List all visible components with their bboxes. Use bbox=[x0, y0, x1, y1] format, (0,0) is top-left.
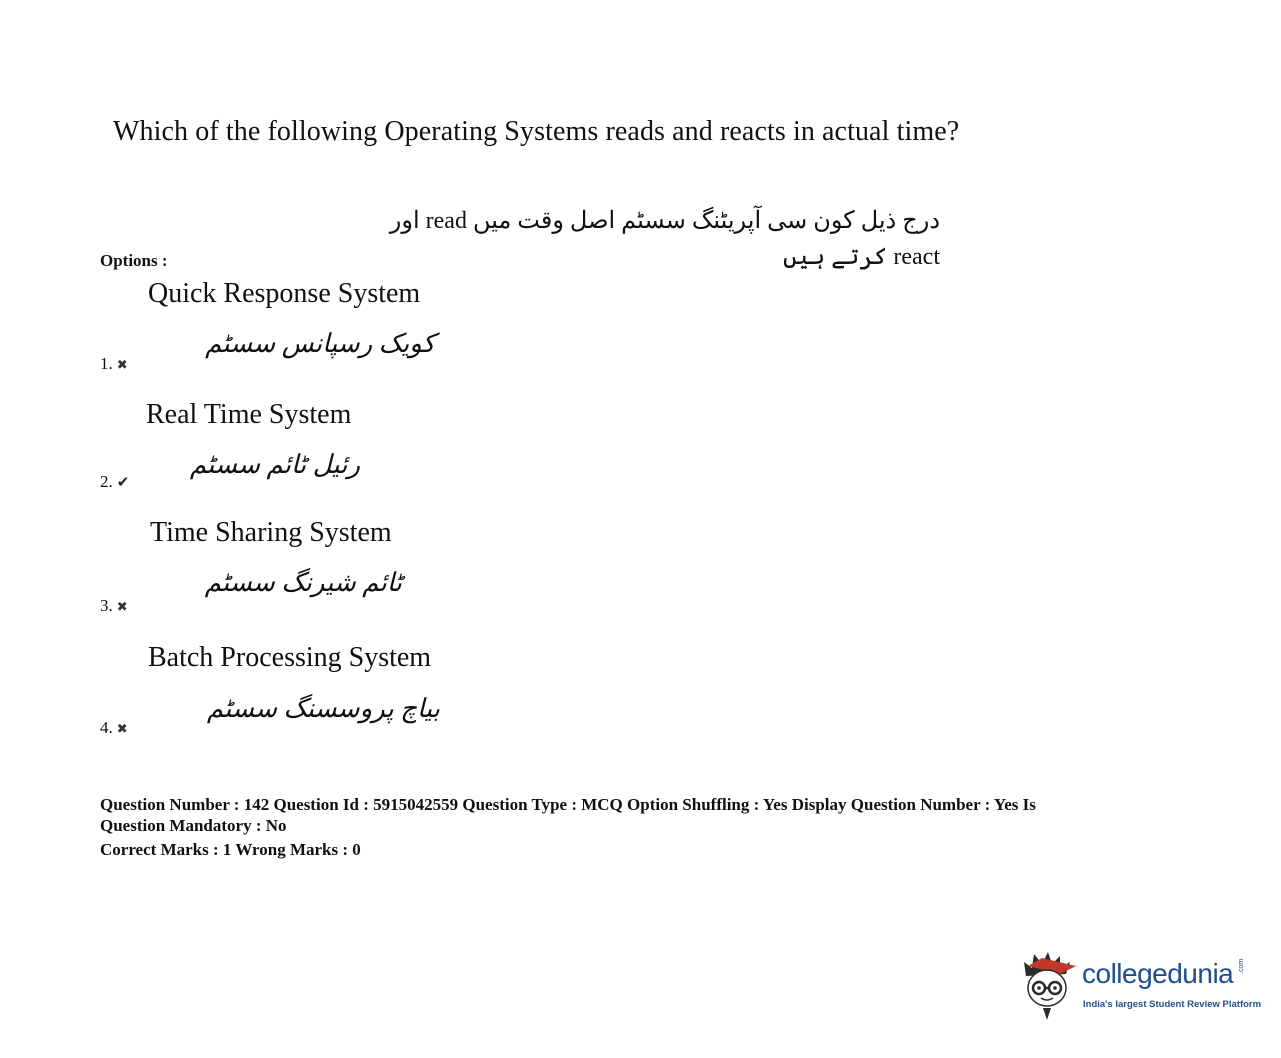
cross-icon: ✖ bbox=[116, 600, 128, 615]
metadata-line-2: Question Mandatory : No bbox=[100, 816, 287, 835]
option-2-text-urdu: رئیل ٹائم سسٹم bbox=[189, 450, 360, 479]
option-1-number-row bbox=[100, 354, 128, 376]
option-3-text-urdu: ٹائم شیرنگ سسٹم bbox=[204, 568, 402, 597]
option-4-number-row bbox=[100, 718, 128, 740]
logo-suffix: .com bbox=[1238, 958, 1245, 974]
option-4-text-urdu: بیاچ پروسسنگ سسٹم bbox=[206, 694, 440, 723]
logo-wordmark: collegedunia bbox=[1082, 958, 1234, 989]
option-1-number: 1. bbox=[100, 354, 113, 373]
option-3-text-english: Time Sharing System bbox=[150, 517, 392, 548]
options-label: Options : bbox=[100, 251, 168, 270]
option-3-number: 3. bbox=[100, 596, 113, 615]
metadata-line-3: Correct Marks : 1 Wrong Marks : 0 bbox=[100, 840, 361, 859]
option-3-number-row bbox=[100, 596, 128, 618]
option-4-number: 4. bbox=[100, 718, 113, 737]
check-icon: ✔ bbox=[116, 473, 130, 491]
option-1-text-english: Quick Response System bbox=[148, 278, 421, 309]
option-2-text-english: Real Time System bbox=[146, 399, 352, 430]
cross-icon: ✖ bbox=[116, 722, 128, 737]
option-4-text-english: Batch Processing System bbox=[148, 642, 432, 673]
collegedunia-logo bbox=[1020, 948, 1260, 1023]
option-2-number-row bbox=[100, 472, 129, 492]
logo-tagline: India's largest Student Review Platform bbox=[1083, 999, 1262, 1010]
option-2-number: 2. bbox=[100, 472, 113, 491]
question-text-english: Which of the following Operating Systems reads and reacts in actual time? bbox=[113, 116, 960, 147]
question-text-urdu: درج ذیل کون سی آپریٹنگ سسٹم اصل وقت میں read اور react کرتے ہیں bbox=[389, 208, 940, 270]
cross-icon: ✖ bbox=[116, 358, 128, 373]
mascot-icon bbox=[1020, 948, 1082, 1023]
option-1-text-urdu: کویک رسپانس سسٹم bbox=[205, 329, 435, 358]
question-metadata bbox=[100, 794, 1110, 860]
metadata-line-1: Question Number : 142 Question Id : 5915042559 Question Type : MCQ Option Shuffling : Yes Display Question Number : Yes Is bbox=[100, 795, 1036, 814]
